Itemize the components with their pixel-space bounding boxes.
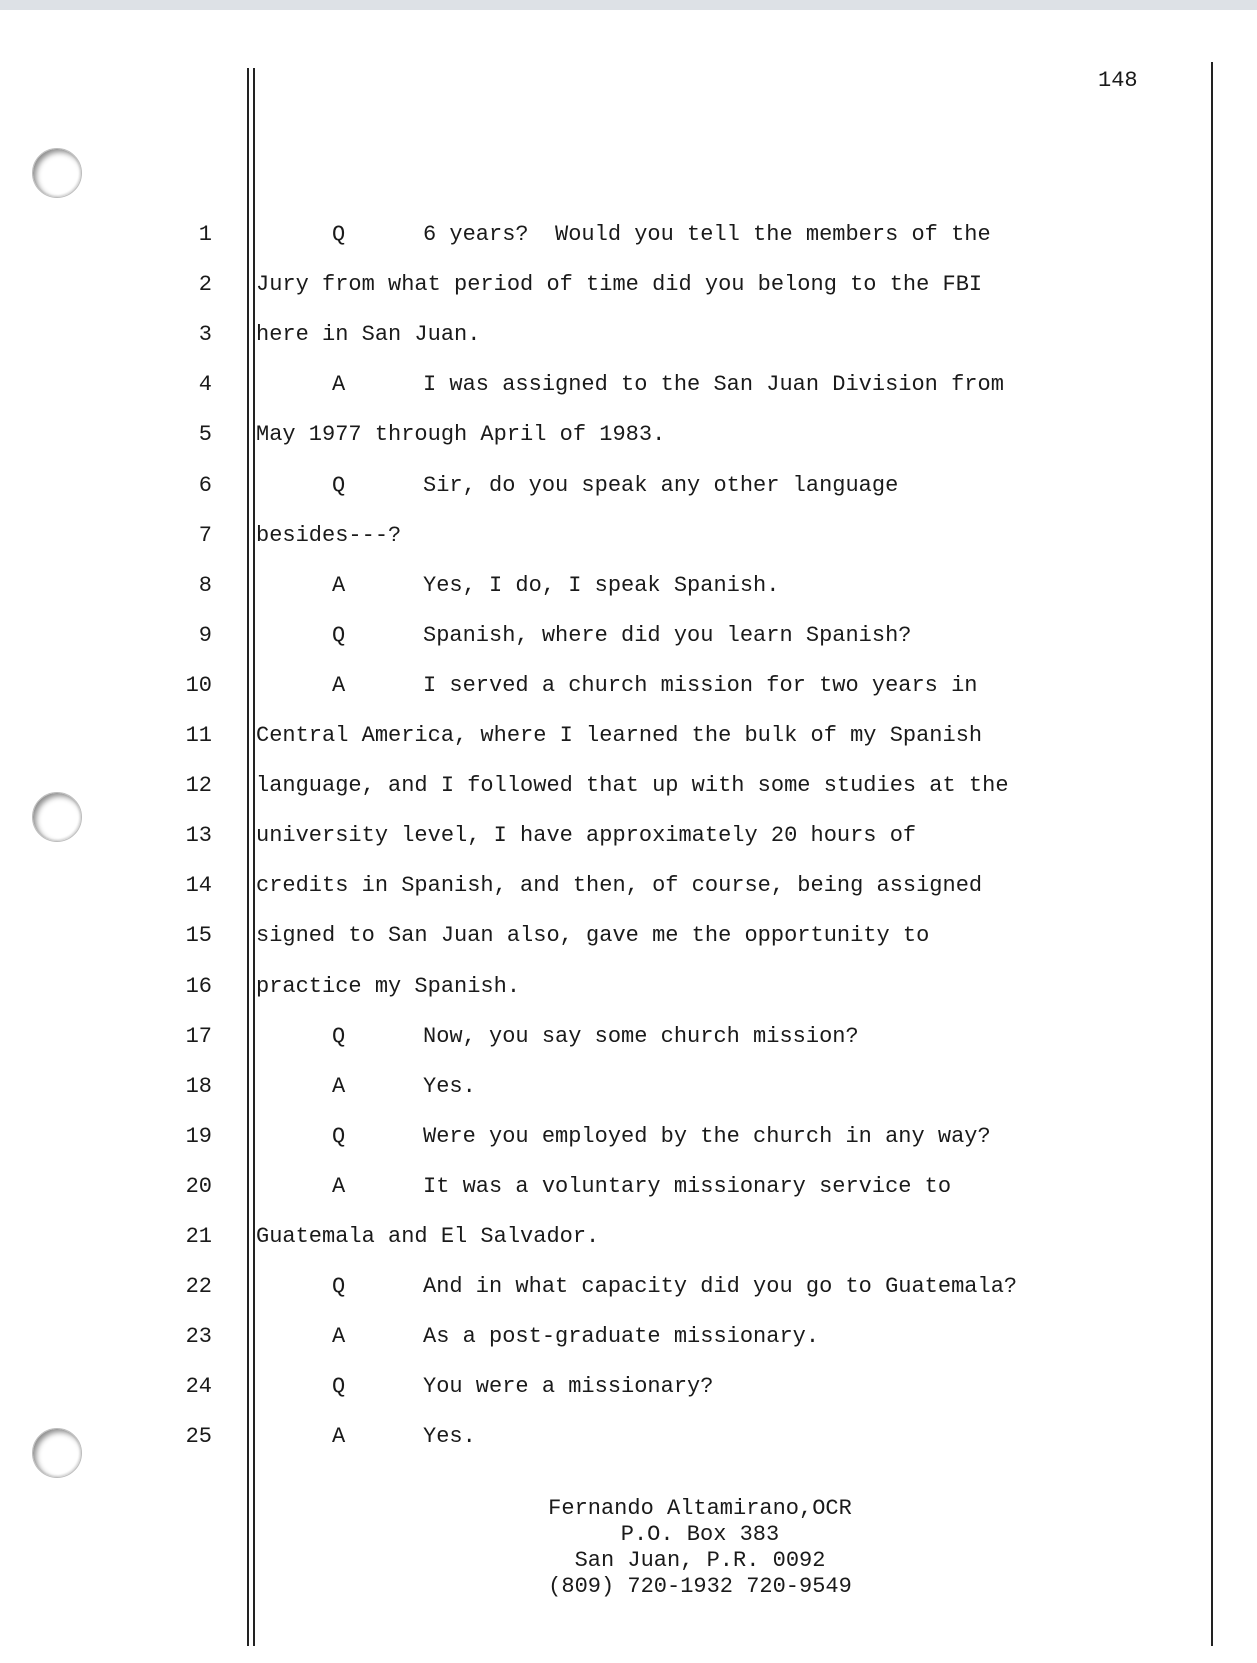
transcript-line bbox=[0, 322, 1257, 362]
transcript-line bbox=[0, 773, 1257, 813]
transcript-line bbox=[0, 1374, 1257, 1414]
transcript-line bbox=[0, 272, 1257, 312]
line-text: May 1977 through April of 1983. bbox=[256, 422, 666, 447]
transcript-line bbox=[0, 372, 1257, 412]
transcript-line bbox=[0, 1224, 1257, 1264]
line-number: 23 bbox=[185, 1324, 212, 1349]
transcript-line bbox=[0, 1174, 1257, 1214]
line-number: 22 bbox=[185, 1274, 212, 1299]
line-number: 12 bbox=[185, 773, 212, 798]
line-text: credits in Spanish, and then, of course, being assigned bbox=[256, 873, 983, 898]
speaker-label: Q bbox=[332, 623, 346, 648]
line-number: 11 bbox=[185, 723, 212, 748]
transcript-line bbox=[0, 1124, 1257, 1164]
speaker-label: Q bbox=[332, 1274, 346, 1299]
line-text: besides---? bbox=[256, 523, 402, 548]
line-number: 24 bbox=[185, 1374, 212, 1399]
transcript-line bbox=[0, 623, 1257, 663]
speaker-label: Q bbox=[332, 1374, 346, 1399]
speaker-label: Q bbox=[332, 1124, 346, 1149]
line-number: 14 bbox=[185, 873, 212, 898]
line-number: 20 bbox=[185, 1174, 212, 1199]
line-text: And in what capacity did you go to Guatemala? bbox=[423, 1274, 1018, 1299]
line-number: 6 bbox=[198, 473, 212, 498]
reporter-phone: (809) 720-1932 720-9549 bbox=[548, 1574, 852, 1599]
transcript-line bbox=[0, 573, 1257, 613]
line-text: practice my Spanish. bbox=[256, 974, 521, 999]
transcript-line bbox=[0, 422, 1257, 462]
speaker-label: A bbox=[332, 673, 346, 698]
line-number: 13 bbox=[185, 823, 212, 848]
line-text: Central America, where I learned the bulk of my Spanish bbox=[256, 723, 983, 748]
speaker-label: A bbox=[332, 1424, 346, 1449]
transcript-line bbox=[0, 1424, 1257, 1464]
transcript-line bbox=[0, 823, 1257, 863]
speaker-label: Q bbox=[332, 1024, 346, 1049]
transcript-line bbox=[0, 873, 1257, 913]
speaker-label: A bbox=[332, 573, 346, 598]
line-text: 6 years? Would you tell the members of the bbox=[423, 222, 991, 247]
transcript-line bbox=[0, 473, 1257, 513]
line-text: Yes, I do, I speak Spanish. bbox=[423, 573, 780, 598]
line-number: 4 bbox=[198, 372, 212, 397]
reporter-city: San Juan, P.R. 0092 bbox=[574, 1548, 826, 1573]
speaker-label: A bbox=[332, 372, 346, 397]
line-text: Guatemala and El Salvador. bbox=[256, 1224, 600, 1249]
speaker-label: Q bbox=[332, 473, 346, 498]
line-text: You were a missionary? bbox=[423, 1374, 714, 1399]
transcript-line bbox=[0, 923, 1257, 963]
line-text: Jury from what period of time did you belong to the FBI bbox=[256, 272, 983, 297]
line-number: 17 bbox=[185, 1024, 212, 1049]
transcript-line bbox=[0, 1274, 1257, 1314]
line-text: As a post-graduate missionary. bbox=[423, 1324, 820, 1349]
line-number: 5 bbox=[198, 422, 212, 447]
reporter-name: Fernando Altamirano,OCR bbox=[548, 1496, 852, 1521]
line-number: 1 bbox=[198, 222, 212, 247]
line-text: Were you employed by the church in any way? bbox=[423, 1124, 991, 1149]
line-text: Now, you say some church mission? bbox=[423, 1024, 859, 1049]
speaker-label: A bbox=[332, 1324, 346, 1349]
transcript-line bbox=[0, 222, 1257, 262]
transcript-line bbox=[0, 523, 1257, 563]
line-number: 21 bbox=[185, 1224, 212, 1249]
line-number: 3 bbox=[198, 322, 212, 347]
line-text: Yes. bbox=[423, 1424, 476, 1449]
scan-top-band bbox=[0, 0, 1257, 10]
line-number: 18 bbox=[185, 1074, 212, 1099]
transcript-line bbox=[0, 1324, 1257, 1364]
line-text: signed to San Juan also, gave me the opportunity to bbox=[256, 923, 930, 948]
line-text: I served a church mission for two years in bbox=[423, 673, 978, 698]
line-text: Yes. bbox=[423, 1074, 476, 1099]
line-text: It was a voluntary missionary service to bbox=[423, 1174, 952, 1199]
reporter-address: P.O. Box 383 bbox=[620, 1522, 780, 1547]
binder-hole-top bbox=[32, 148, 82, 198]
transcript-line bbox=[0, 723, 1257, 763]
line-number: 15 bbox=[185, 923, 212, 948]
line-number: 8 bbox=[198, 573, 212, 598]
court-reporter-footer bbox=[440, 1496, 960, 1600]
line-text: I was assigned to the San Juan Division from bbox=[423, 372, 1004, 397]
line-text: Sir, do you speak any other language bbox=[423, 473, 899, 498]
line-number: 16 bbox=[185, 974, 212, 999]
transcript-line bbox=[0, 1074, 1257, 1114]
transcript-line bbox=[0, 1024, 1257, 1064]
transcript-line bbox=[0, 974, 1257, 1014]
line-number: 19 bbox=[185, 1124, 212, 1149]
line-text: language, and I followed that up with some studies at the bbox=[256, 773, 1009, 798]
speaker-label: A bbox=[332, 1174, 346, 1199]
line-number: 2 bbox=[198, 272, 212, 297]
line-number: 7 bbox=[198, 523, 212, 548]
transcript-line bbox=[0, 673, 1257, 713]
line-text: here in San Juan. bbox=[256, 322, 481, 347]
line-text: university level, I have approximately 20 hours of bbox=[256, 823, 917, 848]
line-number: 25 bbox=[185, 1424, 212, 1449]
page-number: 148 bbox=[1098, 68, 1138, 93]
line-number: 10 bbox=[185, 673, 212, 698]
line-number: 9 bbox=[198, 623, 212, 648]
line-text: Spanish, where did you learn Spanish? bbox=[423, 623, 912, 648]
speaker-label: A bbox=[332, 1074, 346, 1099]
speaker-label: Q bbox=[332, 222, 346, 247]
